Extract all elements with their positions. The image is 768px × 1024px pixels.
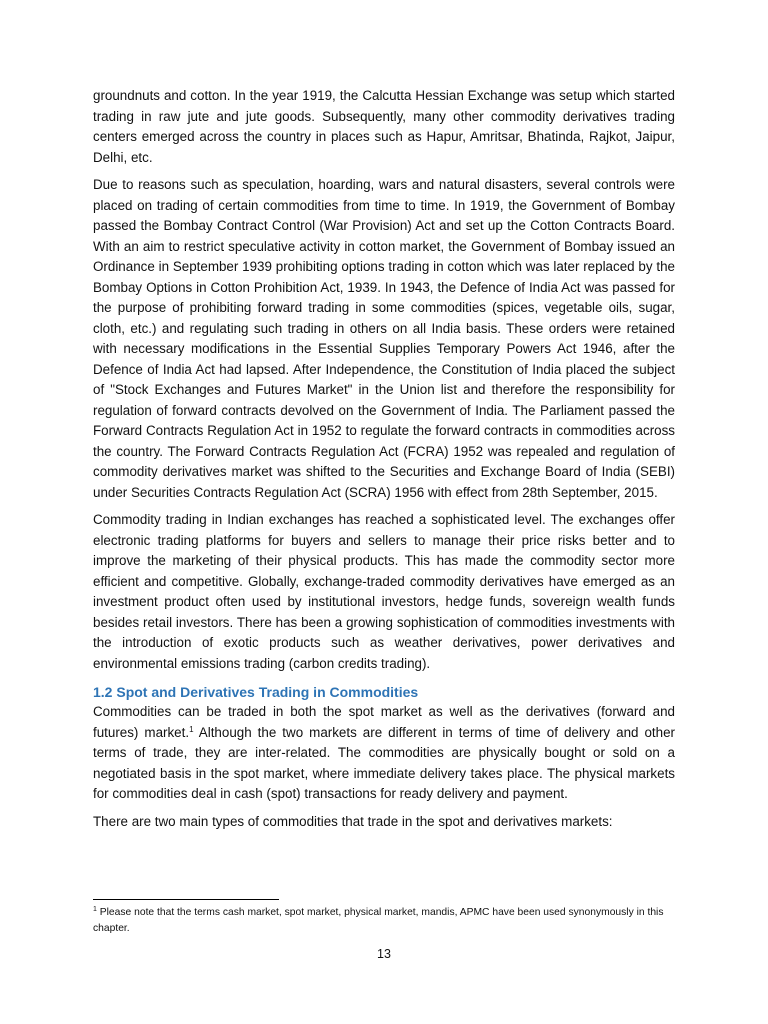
paragraph-spot-derivatives <box>93 702 675 805</box>
paragraph-spot-derivatives-part-1: Commodities can be traded in both the spot market as well as the derivatives (forward and futures) market. <box>93 704 675 740</box>
footnote-reference: 1 <box>189 724 194 734</box>
paragraph-commodity-types: There are two main types of commodities that trade in the spot and derivatives markets: <box>93 813 613 829</box>
footnote-separator <box>93 899 279 900</box>
footnote <box>93 905 675 936</box>
page-body <box>93 86 675 839</box>
footnote-marker: 1 <box>93 906 97 913</box>
section-heading: 1.2 Spot and Derivatives Trading in Commodities <box>93 684 419 700</box>
paragraph-modern-trading: Commodity trading in Indian exchanges has reached a sophisticated level. The exchanges offer electronic trading platforms for buyers and sellers to manage their price risks better and to improve the marketing of their physical products. This has made the commodity sector more efficient and competitive. Globally, exchange-traded commodity derivatives have emerged as an investment product often used by institutional investors, hedge funds, sovereign wealth funds besides retail investors. There has been a growing sophistication of commodities investments with the introduction of exotic products such as weather derivatives, power derivatives and environmental emissions trading (carbon credits trading). <box>93 512 675 671</box>
page-number: 13 <box>377 947 391 961</box>
paragraph-intro: groundnuts and cotton. In the year 1919, the Calcutta Hessian Exchange was setup which started trading in raw jute and jute goods. Subsequently, many other commodity derivatives trading centers emerged across the country in places such as Hapur, Amritsar, Bhatinda, Rajkot, Jaipur, Delhi, etc. <box>93 88 675 165</box>
footnote-text: Please note that the terms cash market, spot market, physical market, mandis, APMC have been used synonymously in this chapter. <box>93 907 664 934</box>
paragraph-regulation-history: Due to reasons such as speculation, hoarding, wars and natural disasters, several controls were placed on trading of certain commodities from time to time. In 1919, the Government of Bombay passed the Bombay Contract Control (War Provision) Act and set up the Cotton Contracts Board. With an aim to restrict speculative activity in cotton market, the Government of Bombay issued an Ordinance in September 1939 prohibiting options trading in cotton which was later replaced by the Bombay Options in Cotton Prohibition Act, 1939. In 1943, the Defence of India Act was passed for the purpose of prohibiting forward trading in some commodities (spices, vegetable oils, sugar, cloth, etc.) and regulating such trading in others on all India basis. These orders were retained with necessary modifications in the Essential Supplies Temporary Powers Act 1946, after the Defence of India Act had lapsed. After Independence, the Constitution of India placed the subject of "Stock Exchanges and Futures Market" in the Union list and therefore the responsibility for regulation of forward contracts devolved on the Government of India. The Parliament passed the Forward Contracts Regulation Act in 1952 to regulate the forward contracts in commodities across the country. The Forward Contracts Regulation Act (FCRA) 1952 was repealed and regulation of commodity derivatives market was shifted to the Securities and Exchange Board of India (SEBI) under Securities Contracts Regulation Act (SCRA) 1956 with effect from 28th September, 2015. <box>93 177 675 500</box>
paragraph-spot-derivatives-part-2: Although the two markets are different in terms of time of delivery and other terms of trade, they are inter-related. The commodities are physically bought or sold on a negotiated basis in the spot market, where immediate delivery takes place. The physical markets for commodities deal in cash (spot) transactions for ready delivery and payment. <box>93 724 675 801</box>
